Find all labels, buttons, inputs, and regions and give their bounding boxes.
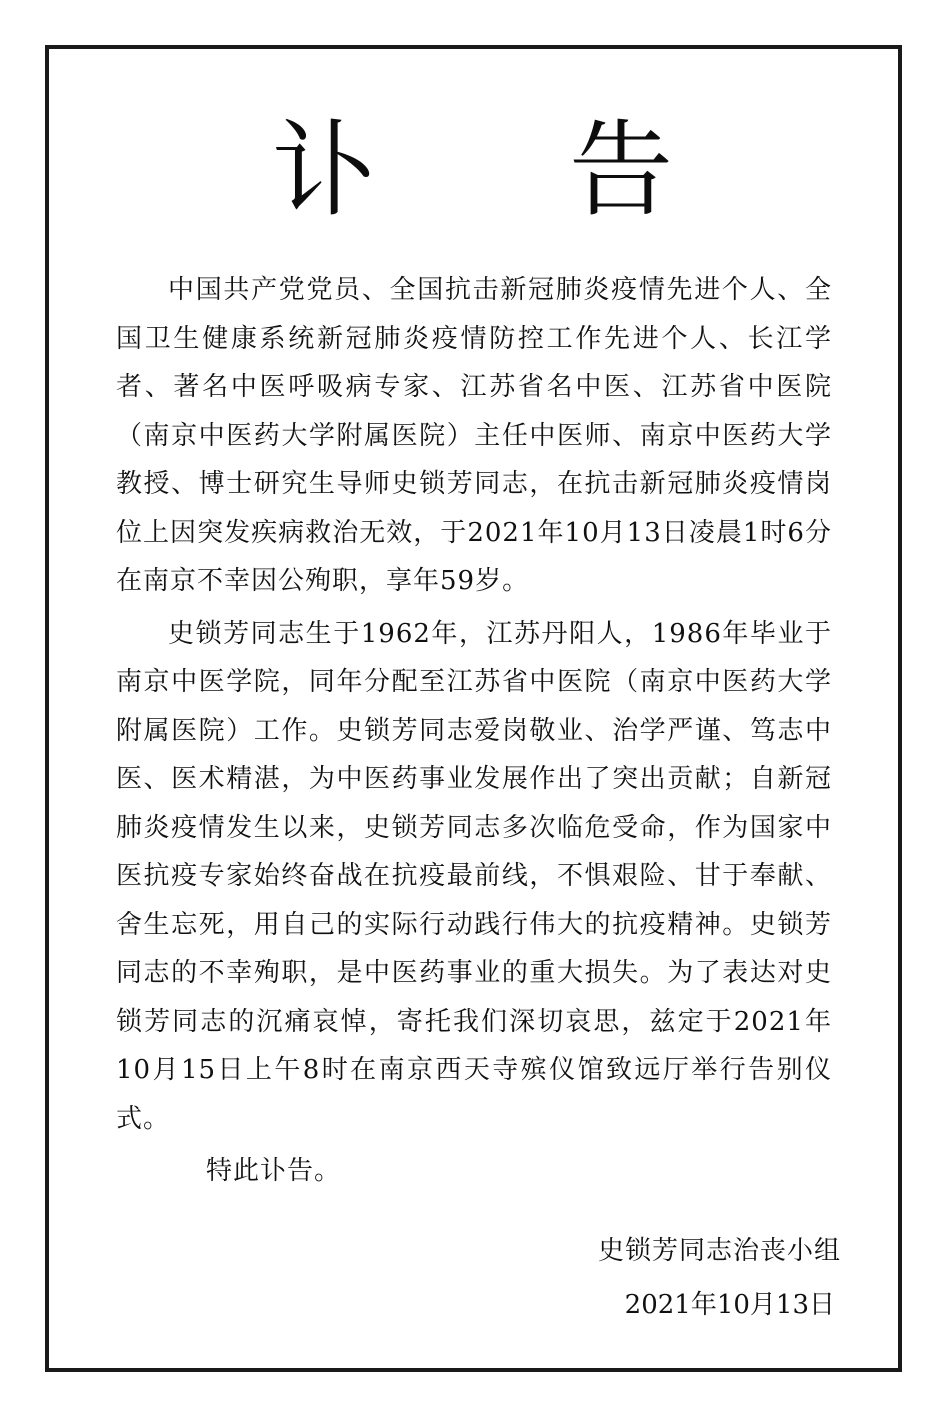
page-title: 讣 告: [271, 109, 754, 231]
paragraph-biography: 史锁芳同志生于1962年，江苏丹阳人，1986年毕业于南京中医学院，同年分配至江苏省中医院（南京中医药大学附属医院）工作。史锁芳同志爱岗敬业、治学严谨、笃志中医、医术精湛，为中医药事业发展作出了突出贡献；自新冠肺炎疫情发生以来，史锁芳同志多次临危受命，作为国家中医抗疫专家始终奋战在抗疫最前线，不惧艰险、甘于奉献、舍生忘死，用自己的实际行动践行伟大的抗疫精神。史锁芳同志的不幸殉职，是中医药事业的重大损失。为了表达对史锁芳同志的沉痛哀悼，寄托我们深切哀思，兹定于2021年10月15日上午8时在南京西天寺殡仪馆致远厅举行告别仪式。: [116, 618, 832, 1134]
signature-date: 2021年10月13日: [624, 1290, 835, 1320]
signature-block: [598, 1228, 841, 1328]
closing-line: 特此讣告。: [206, 1156, 342, 1186]
paragraph-announcement: 中国共产党党员、全国抗击新冠肺炎疫情先进个人、全国卫生健康系统新冠肺炎疫情防控工作先进个人、长江学者、著名中医呼吸病专家、江苏省名中医、江苏省中医院（南京中医药大学附属医院）主任中医师、南京中医药大学教授、博士研究生导师史锁芳同志，在抗击新冠肺炎疫情岗位上因突发疾病救治无效，于2021年10月13日凌晨1时6分在南京不幸因公殉职，享年59岁。: [116, 275, 832, 596]
signature-org: 史锁芳同志治丧小组: [597, 1236, 841, 1266]
notice-body: [116, 266, 832, 1200]
